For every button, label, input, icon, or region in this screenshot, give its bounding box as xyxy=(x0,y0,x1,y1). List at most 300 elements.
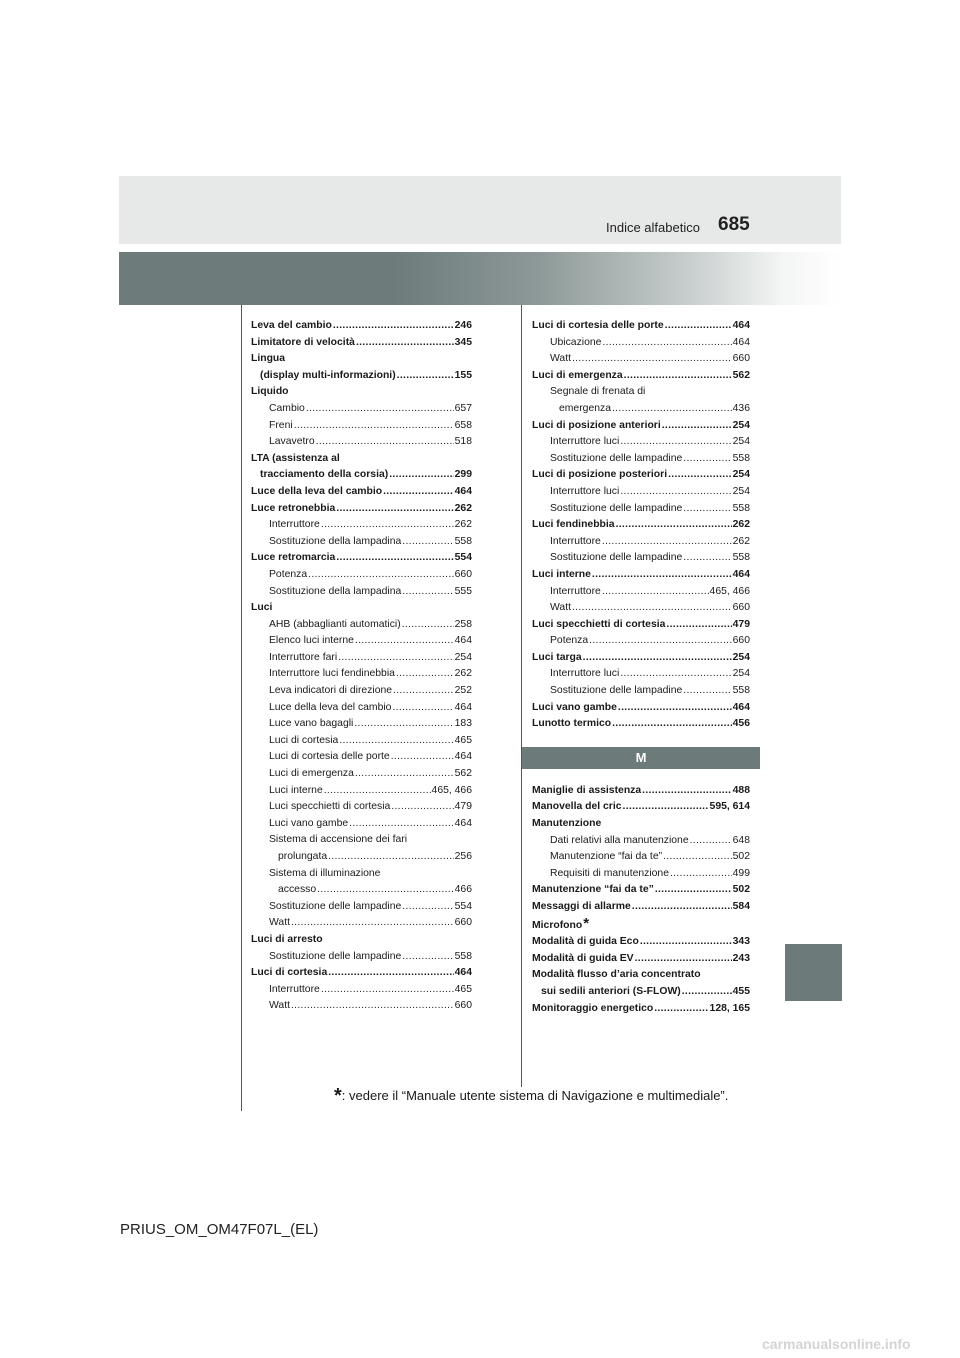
index-entry-label: Lingua xyxy=(251,353,286,365)
index-entry xyxy=(251,683,472,700)
index-entry-label: Manovella del cric xyxy=(532,801,622,813)
index-entry-label: Sostituzione della lampadina xyxy=(269,585,402,597)
index-entry xyxy=(251,982,472,999)
index-entry-label: accesso xyxy=(278,884,317,896)
index-entry-page: 254 xyxy=(732,485,750,497)
leader-dots xyxy=(623,799,709,816)
index-entry xyxy=(251,351,472,368)
index-entry-page: 465 xyxy=(454,734,472,746)
leader-dots xyxy=(665,318,732,335)
index-entry-label: Luci di posizione posteriori xyxy=(532,469,668,481)
footnote xyxy=(334,1085,754,1107)
leader-dots xyxy=(616,517,732,534)
page-number: 685 xyxy=(718,214,750,235)
index-entry-page: 464 xyxy=(732,701,750,713)
index-entry-page: 660 xyxy=(732,635,750,647)
leader-dots xyxy=(391,799,453,816)
index-entry-page: 436 xyxy=(732,402,750,414)
leader-dots xyxy=(291,998,454,1015)
index-entry-label: Luci di posizione anteriori xyxy=(532,419,661,431)
index-entry-label: Segnale di frenata di xyxy=(550,386,646,398)
index-entry-label: Sostituzione della lampadina xyxy=(269,535,402,547)
header-title: Indice alfabetico xyxy=(606,220,700,235)
index-entry-page: 558 xyxy=(454,535,472,547)
index-entry-page: 464 xyxy=(732,320,750,331)
index-entry-page: 262 xyxy=(732,535,750,547)
leader-dots xyxy=(391,749,454,766)
leader-dots xyxy=(294,418,454,435)
index-list-l-entries xyxy=(532,318,750,733)
index-entry-label: Modalità flusso d’aria concentrato xyxy=(532,969,701,981)
index-entry-label: tracciamento della corsia) xyxy=(260,469,389,481)
index-entry xyxy=(251,584,472,601)
section-gap xyxy=(532,769,750,783)
index-entry-page: 499 xyxy=(732,867,750,879)
index-entry xyxy=(532,384,750,401)
leader-dots xyxy=(389,467,453,484)
index-entry-page: 464 xyxy=(454,635,472,647)
leader-dots xyxy=(602,335,731,352)
index-entry-label: Watt xyxy=(269,1000,290,1012)
leader-dots xyxy=(662,418,732,435)
index-entry xyxy=(532,866,750,883)
index-entry-label: Cambio xyxy=(269,402,305,414)
index-entry-page: 648 xyxy=(732,834,750,846)
index-entry-label: Sostituzione delle lampadine xyxy=(550,552,683,564)
index-entry-label: Dati relativi alla manutenzione xyxy=(550,834,689,846)
index-entry-page: 464 xyxy=(454,751,472,763)
index-entry-page: 479 xyxy=(732,618,750,630)
index-entry xyxy=(532,666,750,683)
index-entry-label: Lunotto termico xyxy=(532,718,612,730)
index-entry-label: Interruttore xyxy=(269,519,320,531)
index-entry-page: 464 xyxy=(454,485,472,497)
index-entry-label: Luci vano gambe xyxy=(269,817,349,829)
index-entry-page: 584 xyxy=(732,901,750,912)
index-entry-label: Luci di emergenza xyxy=(532,369,623,381)
index-entry xyxy=(251,998,472,1015)
leader-dots xyxy=(397,368,454,385)
leader-dots xyxy=(324,783,431,800)
footnote-text: : vedere il “Manuale utente sistema di Navigazione e multimediale”. xyxy=(341,1088,729,1103)
column-divider-middle xyxy=(521,305,522,1087)
leader-dots xyxy=(683,550,731,567)
index-entry-label: Luci di cortesia xyxy=(269,734,339,746)
index-entry-page: 465 xyxy=(454,983,472,995)
leader-dots xyxy=(666,617,731,634)
leader-dots xyxy=(316,434,454,451)
leader-dots xyxy=(402,617,454,634)
index-entry-label: Watt xyxy=(550,602,571,614)
leader-dots xyxy=(336,501,453,518)
index-entry-page: 464 xyxy=(732,336,750,348)
index-entry-page: 660 xyxy=(732,353,750,365)
index-entry-label: Luci di cortesia delle porte xyxy=(532,320,664,331)
index-entry xyxy=(251,418,472,435)
index-entry-label: Luci di emergenza xyxy=(269,768,354,780)
index-entry-label: Messaggi di allarme xyxy=(532,901,631,912)
leader-dots xyxy=(583,650,732,667)
leader-dots xyxy=(682,984,732,1001)
index-entry-label: Sostituzione delle lampadine xyxy=(269,900,402,912)
index-entry xyxy=(251,849,472,866)
leader-dots xyxy=(338,650,454,667)
index-entry xyxy=(251,733,472,750)
index-entry-label: Luci di cortesia xyxy=(251,967,328,979)
index-entry-label: Liquido xyxy=(251,386,289,398)
index-entry xyxy=(251,600,472,617)
index-entry xyxy=(532,401,750,418)
leader-dots xyxy=(624,368,732,385)
index-entry-page: 464 xyxy=(732,568,750,580)
index-entry xyxy=(251,567,472,584)
leader-dots xyxy=(612,401,732,418)
index-entry xyxy=(532,967,750,984)
index-entry-label: Interruttore luci xyxy=(550,436,620,448)
index-entry-page: 252 xyxy=(454,685,472,697)
index-entry xyxy=(251,633,472,650)
leader-dots xyxy=(572,351,732,368)
index-entry-page: 558 xyxy=(732,502,750,514)
index-entry-page: 479 xyxy=(454,801,472,813)
leader-dots xyxy=(349,816,454,833)
index-entry-label: Luce della leva del cambio xyxy=(251,485,383,497)
index-entry xyxy=(251,335,472,352)
index-column-right xyxy=(532,318,750,1017)
leader-dots xyxy=(640,934,732,951)
index-entry xyxy=(532,816,750,833)
index-entry-label: Interruttore luci fendinebbia xyxy=(269,668,395,680)
leader-dots xyxy=(589,633,732,650)
index-entry-label: Luci specchietti di cortesia xyxy=(532,618,666,630)
index-entry-page: 243 xyxy=(732,952,750,964)
header-gradient-band xyxy=(119,252,841,305)
index-entry-label: Modalità di guida EV xyxy=(532,952,634,964)
index-entry-label: Luci interne xyxy=(532,568,591,580)
index-entry xyxy=(532,617,750,634)
index-entry-label: Ubicazione xyxy=(550,336,602,348)
index-entry-label: prolungata xyxy=(278,851,328,862)
index-entry xyxy=(251,932,472,949)
index-entry xyxy=(251,965,472,982)
footnote-asterisk: * xyxy=(334,1085,342,1107)
index-entry xyxy=(251,716,472,733)
index-entry xyxy=(532,916,750,935)
index-entry-label: Limitatore di velocità xyxy=(251,336,355,348)
index-entry xyxy=(532,934,750,951)
index-entry-page: 660 xyxy=(454,568,472,580)
index-entry-page: 554 xyxy=(454,900,472,912)
index-entry-page: 502 xyxy=(732,851,750,863)
index-entry-label: Potenza xyxy=(269,568,308,580)
index-entry-page: 660 xyxy=(732,602,750,614)
watermark: carmanualsonline.info xyxy=(762,1336,911,1352)
index-entry-label: Interruttore fari xyxy=(269,651,338,663)
leader-dots xyxy=(333,318,454,335)
index-entry xyxy=(251,882,472,899)
index-entry xyxy=(251,832,472,849)
index-entry-label: Luci targa xyxy=(532,651,582,663)
index-entry-page: 558 xyxy=(732,685,750,697)
index-entry-page: 555 xyxy=(454,585,472,597)
index-entry-page: 488 xyxy=(732,784,750,796)
index-entry xyxy=(532,833,750,850)
index-entry xyxy=(532,1001,750,1018)
index-entry-page: 345 xyxy=(454,336,472,348)
leader-dots xyxy=(317,882,454,899)
leader-dots xyxy=(355,766,454,783)
index-entry-label: Leva del cambio xyxy=(251,320,332,331)
leader-dots xyxy=(654,1001,708,1018)
index-entry-label: Manutenzione “fai da te” xyxy=(532,884,654,896)
leader-dots xyxy=(321,982,454,999)
leader-dots xyxy=(683,683,731,700)
index-entry xyxy=(532,467,750,484)
index-entry-label: Luci vano gambe xyxy=(532,701,617,713)
index-entry xyxy=(532,484,750,501)
leader-dots xyxy=(291,915,454,932)
index-entry-page: 464 xyxy=(454,701,472,713)
index-entry-page: 658 xyxy=(454,419,472,431)
index-entry-page: 254 xyxy=(732,436,750,448)
index-entry xyxy=(251,650,472,667)
index-entry-label: (display multi-informazioni) xyxy=(260,369,396,381)
leader-dots xyxy=(683,501,731,518)
leader-dots xyxy=(690,833,732,850)
section-gap xyxy=(532,733,750,747)
index-entry xyxy=(532,650,750,667)
index-entry-label: Lavavetro xyxy=(269,436,315,448)
index-entry-page: 660 xyxy=(454,1000,472,1012)
index-entry xyxy=(251,434,472,451)
index-entry-label: AHB (abbaglianti automatici) xyxy=(269,618,401,630)
index-entry-label: sui sedili anteriori (S-FLOW) xyxy=(541,985,681,997)
leader-dots xyxy=(602,534,732,551)
index-entry xyxy=(251,550,472,567)
index-entry-label: Interruttore xyxy=(550,585,601,597)
index-entry xyxy=(532,451,750,468)
index-entry-label: Luci xyxy=(251,602,273,614)
leader-dots xyxy=(635,951,732,968)
leader-dots xyxy=(620,666,731,683)
index-entry-label: Manutenzione “fai da te” xyxy=(550,851,663,863)
index-entry-label: LTA (assistenza al xyxy=(251,452,340,464)
index-entry xyxy=(532,351,750,368)
leader-dots xyxy=(336,550,453,567)
index-entry-page: 464 xyxy=(454,967,472,979)
index-entry xyxy=(532,318,750,335)
index-entry-label: Sistema di illuminazione xyxy=(269,867,381,879)
index-entry xyxy=(532,882,750,899)
index-entry-page: 183 xyxy=(454,718,472,730)
index-entry xyxy=(532,567,750,584)
index-entry-page: 465, 466 xyxy=(709,585,750,597)
index-entry-label: Luci di cortesia delle porte xyxy=(269,751,390,763)
index-entry-label: Sostituzione delle lampadine xyxy=(550,502,683,514)
section-letter-m: M xyxy=(522,747,760,769)
index-entry-page: 155 xyxy=(454,369,472,381)
index-entry xyxy=(251,384,472,401)
index-entry xyxy=(532,899,750,916)
leader-dots xyxy=(339,733,453,750)
column-divider-left xyxy=(241,305,242,1111)
index-entry xyxy=(251,866,472,883)
index-entry-page: 262 xyxy=(454,502,472,514)
leader-dots xyxy=(402,949,453,966)
index-entry-label: Luci specchietti di cortesia xyxy=(269,801,391,813)
index-entry-label: Luce della leva del cambio xyxy=(269,701,392,713)
index-entry xyxy=(251,766,472,783)
index-entry-page: 262 xyxy=(454,668,472,680)
index-entry xyxy=(251,799,472,816)
index-entry xyxy=(251,783,472,800)
index-entry-page: 465, 466 xyxy=(431,784,472,796)
index-entry xyxy=(251,666,472,683)
index-entry xyxy=(532,951,750,968)
index-entry-page: 660 xyxy=(454,917,472,929)
index-list-m-entries xyxy=(532,783,750,1017)
index-entry-page: 254 xyxy=(732,651,750,663)
leader-dots xyxy=(308,567,454,584)
index-entry-label: Interruttore luci xyxy=(550,485,620,497)
index-entry xyxy=(532,600,750,617)
index-entry xyxy=(532,700,750,717)
index-entry xyxy=(532,434,750,451)
index-entry-page: 595, 614 xyxy=(709,801,750,813)
leader-dots xyxy=(328,849,454,866)
leader-dots xyxy=(321,517,454,534)
index-entry-page: 262 xyxy=(732,519,750,531)
index-entry-label: Potenza xyxy=(550,635,589,647)
index-entry-label: Elenco luci interne xyxy=(269,635,354,647)
index-entry xyxy=(532,716,750,733)
index-entry-page: 554 xyxy=(454,552,472,564)
index-entry xyxy=(251,899,472,916)
index-entry xyxy=(251,700,472,717)
index-entry xyxy=(251,368,472,385)
leader-dots xyxy=(602,584,709,601)
leader-dots xyxy=(354,716,453,733)
index-entry-page: 455 xyxy=(732,985,750,997)
index-entry-label: Leva indicatori di direzione xyxy=(269,685,393,697)
index-entry-label: Watt xyxy=(269,917,290,929)
index-entry-label: Freni xyxy=(269,419,293,431)
leader-dots xyxy=(620,434,731,451)
index-entry-page: 657 xyxy=(454,402,472,414)
index-entry xyxy=(251,617,472,634)
section-thumb-tab xyxy=(785,944,842,1001)
index-entry xyxy=(532,418,750,435)
leader-dots xyxy=(402,584,453,601)
leader-dots xyxy=(402,899,453,916)
leader-dots xyxy=(328,965,453,982)
index-entry-label: Maniglie di assistenza xyxy=(532,784,642,796)
leader-dots xyxy=(393,683,454,700)
index-entry xyxy=(251,749,472,766)
index-entry xyxy=(251,401,472,418)
index-entry-page: 343 xyxy=(732,936,750,948)
index-entry xyxy=(532,849,750,866)
index-entry-label: Interruttore xyxy=(269,983,320,995)
leader-dots xyxy=(683,451,731,468)
index-entry-page: 558 xyxy=(454,950,472,962)
leader-dots xyxy=(396,666,454,683)
index-entry xyxy=(532,683,750,700)
leader-dots xyxy=(392,700,453,717)
index-entry-page: 518 xyxy=(454,436,472,448)
index-entry-label: Interruttore luci xyxy=(550,668,620,680)
index-entry-label: emergenza xyxy=(559,402,611,414)
index-entry-label: Microfono xyxy=(532,919,583,931)
leader-dots xyxy=(402,534,453,551)
leader-dots xyxy=(383,484,454,501)
index-entry-label: Luce vano bagagli xyxy=(269,718,354,730)
leader-dots xyxy=(612,716,732,733)
index-entry-page: 466 xyxy=(454,884,472,896)
index-entry-label: Requisiti di manutenzione xyxy=(550,867,669,879)
index-entry xyxy=(251,451,472,468)
index-entry-label: Sostituzione delle lampadine xyxy=(550,685,683,697)
index-entry-page: 562 xyxy=(454,768,472,780)
leader-dots xyxy=(632,899,732,916)
leader-dots xyxy=(668,467,732,484)
index-entry-label: Sistema di accensione dei fari xyxy=(269,834,408,846)
leader-dots xyxy=(355,633,454,650)
index-entry-label: Sostituzione delle lampadine xyxy=(550,452,683,464)
index-entry-page: 254 xyxy=(454,651,472,663)
index-entry-page: 464 xyxy=(454,817,472,829)
index-entry xyxy=(251,949,472,966)
leader-dots xyxy=(670,866,732,883)
index-entry xyxy=(251,915,472,932)
index-entry xyxy=(532,368,750,385)
index-entry xyxy=(532,550,750,567)
leader-dots xyxy=(618,700,732,717)
index-entry-label: Interruttore xyxy=(550,535,601,547)
index-entry-page: 456 xyxy=(732,718,750,730)
index-entry xyxy=(532,335,750,352)
index-entry xyxy=(251,534,472,551)
index-entry xyxy=(532,633,750,650)
footnote-marker: * xyxy=(583,914,590,932)
index-entry-page: 254 xyxy=(732,668,750,680)
index-entry-page: 128, 165 xyxy=(709,1002,750,1014)
leader-dots xyxy=(592,567,732,584)
index-entry-page: 299 xyxy=(454,469,472,481)
index-entry-label: Luce retromarcia xyxy=(251,552,336,564)
index-entry-page: 254 xyxy=(732,419,750,431)
index-entry-label: Watt xyxy=(550,353,571,365)
index-entry-page: 262 xyxy=(454,519,472,531)
index-entry-label: Monitoraggio energetico xyxy=(532,1002,654,1014)
leader-dots xyxy=(655,882,732,899)
index-entry xyxy=(532,783,750,800)
document-code: PRIUS_OM_OM47F07L_(EL) xyxy=(120,1221,319,1238)
leader-dots xyxy=(642,783,732,800)
index-entry-label: Modalità di guida Eco xyxy=(532,936,639,948)
index-entry xyxy=(532,534,750,551)
index-entry-label: Manutenzione xyxy=(532,818,602,830)
index-entry xyxy=(532,584,750,601)
index-entry-page: 258 xyxy=(454,618,472,630)
index-entry-page: 246 xyxy=(454,320,472,331)
index-entry-label: Luci fendinebbia xyxy=(532,519,615,531)
index-entry-label: Luci di arresto xyxy=(251,933,323,945)
leader-dots xyxy=(620,484,731,501)
index-entry xyxy=(251,484,472,501)
index-entry-page: 254 xyxy=(732,469,750,481)
index-entry xyxy=(532,517,750,534)
